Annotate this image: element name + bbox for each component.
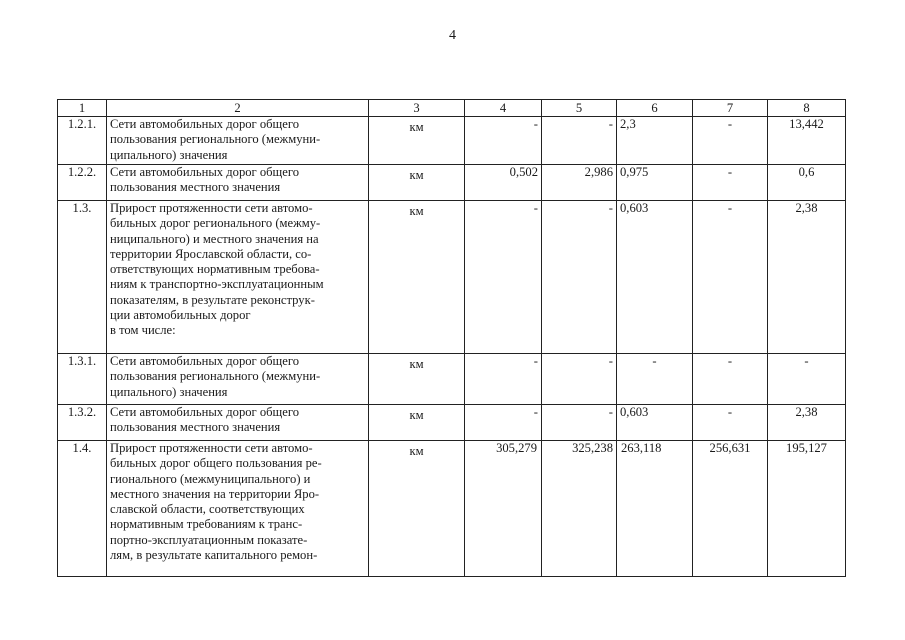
value-cell: 2,986 (542, 165, 617, 201)
value-cell: 0,502 (465, 165, 542, 201)
row-name: Сети автомобильных дорог общего пользования регионального (межмуни- ципального) значения (107, 117, 369, 165)
row-unit: км (369, 441, 465, 577)
value-cell: - (693, 405, 768, 441)
table-row (58, 405, 846, 441)
column-header: 5 (542, 100, 617, 117)
row-unit: км (369, 354, 465, 405)
value-cell: 263,118 (617, 441, 693, 577)
value-cell: - (465, 117, 542, 165)
value-cell: - (693, 117, 768, 165)
table-row (58, 165, 846, 201)
column-header: 1 (58, 100, 107, 117)
value-cell: - (542, 117, 617, 165)
column-number-row (58, 100, 846, 117)
table-row (58, 441, 846, 577)
row-name: Сети автомобильных дорог общего пользования регионального (межмуни- ципального) значения (107, 354, 369, 405)
column-header: 7 (693, 100, 768, 117)
row-number: 1.2.1. (58, 117, 107, 165)
row-number: 1.4. (58, 441, 107, 577)
value-cell: 305,279 (465, 441, 542, 577)
value-cell: - (617, 354, 693, 405)
column-header: 8 (768, 100, 846, 117)
row-number: 1.3.1. (58, 354, 107, 405)
value-cell: - (465, 405, 542, 441)
page-number: 4 (449, 28, 456, 43)
value-cell: 0,603 (617, 405, 693, 441)
table-row (58, 201, 846, 354)
value-cell: - (542, 201, 617, 354)
value-cell: 0,975 (617, 165, 693, 201)
value-cell: - (465, 201, 542, 354)
row-unit: км (369, 405, 465, 441)
row-unit: км (369, 117, 465, 165)
row-number: 1.2.2. (58, 165, 107, 201)
table-row (58, 117, 846, 165)
row-name: Прирост протяженности сети автомо- бильных дорог регионального (межму- ниципального) и местного значения на территории Ярославской области, со- ответствующих нормативным требова- ниям к транспортно-эксплуатационным показателям, в результате реконструк- ции автомобильных дорог в том числе: (107, 201, 369, 354)
value-cell: 325,238 (542, 441, 617, 577)
table-row (58, 354, 846, 405)
value-cell: - (768, 354, 846, 405)
value-cell: 13,442 (768, 117, 846, 165)
value-cell: 2,38 (768, 201, 846, 354)
value-cell: 0,603 (617, 201, 693, 354)
row-number: 1.3. (58, 201, 107, 354)
indicator-table (57, 99, 846, 577)
column-header: 6 (617, 100, 693, 117)
row-name: Сети автомобильных дорог общего пользования местного значения (107, 405, 369, 441)
value-cell: 256,631 (693, 441, 768, 577)
value-cell: 195,127 (768, 441, 846, 577)
value-cell: - (693, 201, 768, 354)
row-number: 1.3.2. (58, 405, 107, 441)
row-unit: км (369, 201, 465, 354)
value-cell: - (693, 354, 768, 405)
column-header: 4 (465, 100, 542, 117)
column-header: 3 (369, 100, 465, 117)
value-cell: - (542, 405, 617, 441)
value-cell: 2,38 (768, 405, 846, 441)
value-cell: - (465, 354, 542, 405)
row-name: Сети автомобильных дорог общего пользования местного значения (107, 165, 369, 201)
row-name: Прирост протяженности сети автомо- бильных дорог общего пользования ре- гионального (межмуниципального) и местного значения на территории Яро- славской области, соответствующих нормативным требованиям к транс- портно-эксплуатационным показате- лям, в результате капитального ремон- (107, 441, 369, 577)
column-header: 2 (107, 100, 369, 117)
value-cell: 2,3 (617, 117, 693, 165)
value-cell: - (693, 165, 768, 201)
value-cell: - (542, 354, 617, 405)
value-cell: 0,6 (768, 165, 846, 201)
row-unit: км (369, 165, 465, 201)
